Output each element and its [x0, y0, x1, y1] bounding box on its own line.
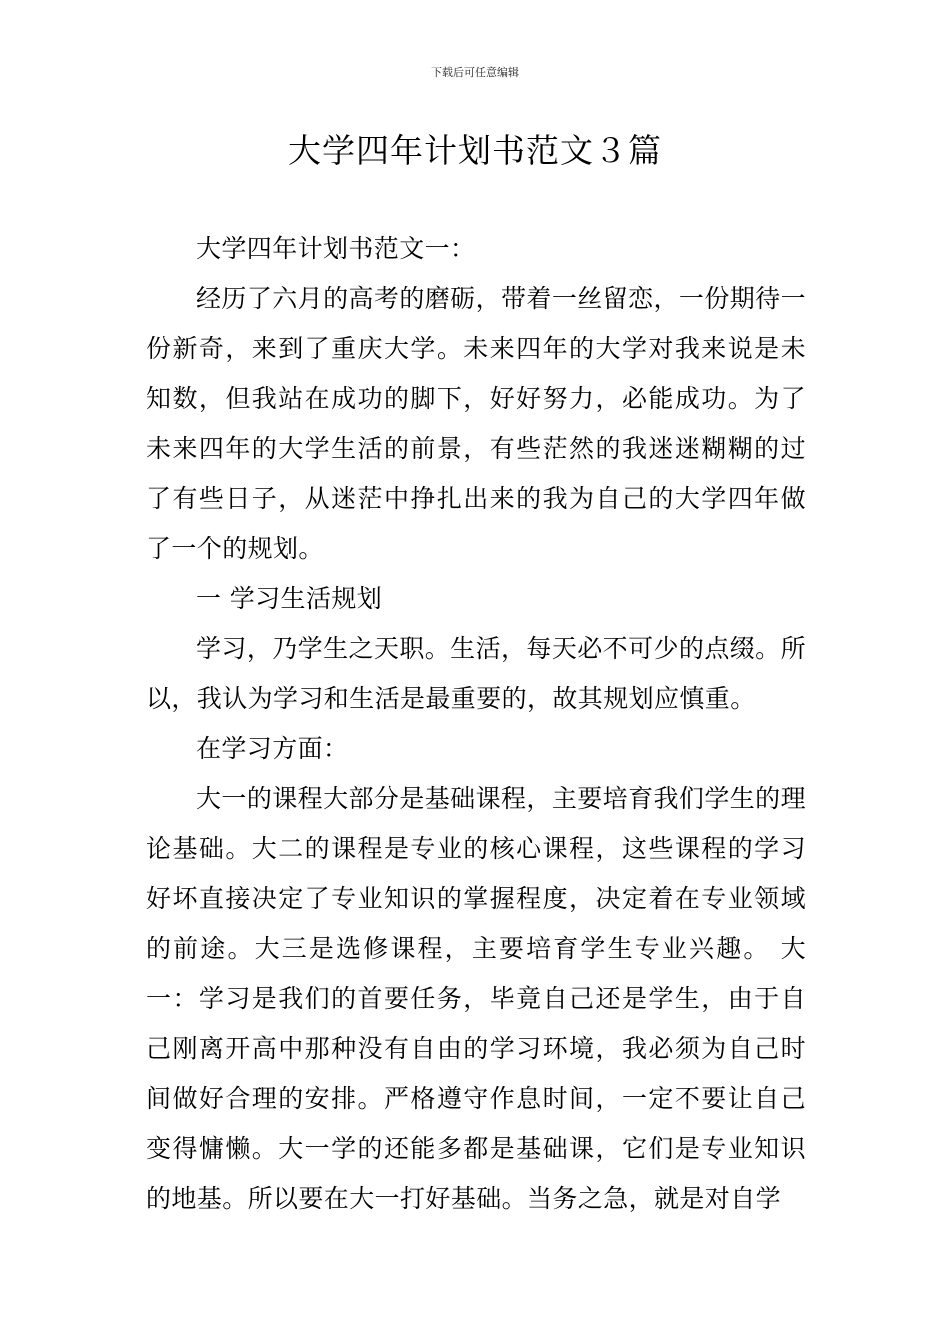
section-heading: 大学四年计划书范文一：: [196, 234, 476, 263]
subsection-heading: 一 学习生活规划: [196, 584, 383, 613]
body-paragraph: 经历了六月的高考的磨砺，带着一丝留恋，一份期待一份新奇，来到了重庆大学。未来四年的大学对我来说是未知数，但我站在成功的脚下，好好努力，必能成功。为了未来四年的大学生活的前景，有些茫然的我迷迷糊糊的过了有些日子，从迷茫中挣扎出来的我为自己的大学四年做了一个的规划。: [146, 284, 806, 563]
header-note: 下载后可任意编辑: [431, 66, 519, 79]
body-paragraph: 大一的课程大部分是基础课程，主要培育我们学生的理论基础。大二的课程是专业的核心课程，这些课程的学习好坏直接决定了专业知识的掌握程度，决定着在专业领域的前途。大三是选修课程，主要培育学生专业兴趣。 大一：学习是我们的首要任务，毕竟自己还是学生，由于自己刚离开高中那种没有自由的学习环境，我必须为自己时间做好合理的安排。严格遵守作息时间，一定不要让自己变得慵懒。大一学的还能多都是基础课，它们是专业知识的地基。所以要在大一打好基础。当务之急，就是对自学: [146, 784, 806, 1213]
subsection-label: 在学习方面：: [196, 734, 349, 763]
body-paragraph: 学习，乃学生之天职。生活，每天必不可少的点缀。所以，我认为学习和生活是最重要的，故其规划应慎重。: [146, 634, 806, 713]
document-title: 大学四年计划书范文３篇: [288, 131, 662, 170]
document-body: [146, 224, 806, 1224]
